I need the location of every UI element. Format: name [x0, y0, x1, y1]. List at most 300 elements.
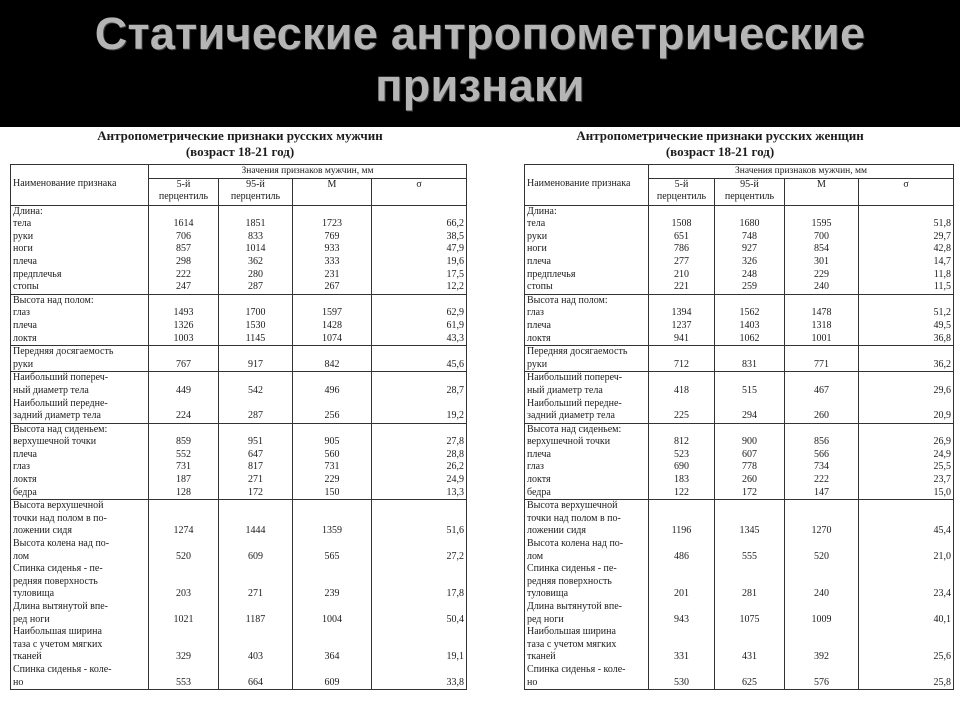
sigma-value-cell — [372, 500, 467, 513]
feature-name-cell: плеча — [11, 449, 149, 462]
table-row — [525, 474, 954, 487]
table-row — [525, 639, 954, 652]
sigma-value-cell: 51,6 — [372, 525, 467, 538]
p95-value-cell — [715, 639, 785, 652]
p95-value-cell — [715, 626, 785, 639]
feature-name-cell: предплечья — [525, 269, 649, 282]
feature-name-cell: бедра — [11, 487, 149, 500]
women-table-title — [480, 128, 960, 160]
p5-value-cell: 128 — [149, 487, 219, 500]
mean-value-cell: 147 — [785, 487, 859, 500]
p95-value-cell: 1062 — [715, 333, 785, 346]
feature-name-cell: Наибольшая ширина — [525, 626, 649, 639]
mean-value-cell: 240 — [785, 588, 859, 601]
values-header: Значения признаков мужчин, мм — [149, 165, 467, 179]
sigma-value-cell: 11,8 — [859, 269, 954, 282]
column-header-p95 — [715, 178, 785, 205]
sigma-value-cell: 13,3 — [372, 487, 467, 500]
table-row — [11, 372, 467, 385]
table-row — [525, 205, 954, 218]
sigma-value-cell — [859, 346, 954, 359]
feature-name-cell: глаз — [525, 307, 649, 320]
p5-value-cell — [149, 398, 219, 411]
feature-name-cell: Длина: — [11, 205, 149, 218]
p5-value-cell: 122 — [649, 487, 715, 500]
mean-value-cell: 333 — [293, 256, 372, 269]
table-row — [525, 243, 954, 256]
mean-value-cell — [293, 626, 372, 639]
mean-value-cell — [293, 601, 372, 614]
column-header-p5-line-2: перцентиль — [158, 190, 209, 202]
table-row — [11, 563, 467, 576]
p95-value-cell: 248 — [715, 269, 785, 282]
mean-value-cell: 560 — [293, 449, 372, 462]
sigma-value-cell: 20,9 — [859, 410, 954, 423]
mean-value-cell — [293, 538, 372, 551]
sigma-value-cell: 25,5 — [859, 461, 954, 474]
column-header-p5 — [649, 178, 715, 205]
p95-value-cell — [715, 372, 785, 385]
table-row — [525, 231, 954, 244]
p95-value-cell: 951 — [219, 436, 293, 449]
sigma-value-cell: 62,9 — [372, 307, 467, 320]
p95-value-cell: 1530 — [219, 320, 293, 333]
p5-value-cell: 690 — [649, 461, 715, 474]
column-header-name: Наименование признака — [11, 178, 149, 205]
feature-name-cell: таза с учетом мягких — [525, 639, 649, 652]
mean-value-cell — [785, 576, 859, 589]
p95-value-cell — [219, 626, 293, 639]
p95-value-cell: 1680 — [715, 218, 785, 231]
p95-value-cell: 647 — [219, 449, 293, 462]
p5-value-cell — [649, 423, 715, 436]
mean-value-cell — [293, 398, 372, 411]
p5-value-cell: 530 — [649, 677, 715, 690]
p5-value-cell: 812 — [649, 436, 715, 449]
table-row — [525, 218, 954, 231]
men-table-panel — [0, 128, 470, 720]
p5-value-cell: 183 — [649, 474, 715, 487]
mean-value-cell — [785, 294, 859, 307]
p5-value-cell: 1196 — [649, 525, 715, 538]
p95-value-cell — [715, 346, 785, 359]
feature-name-cell: Наибольший попереч- — [11, 372, 149, 385]
table-row — [525, 307, 954, 320]
feature-name-cell: плеча — [11, 256, 149, 269]
table-row — [11, 346, 467, 359]
feature-name-cell: верхушечной точки — [11, 436, 149, 449]
values-header: Значения признаков мужчин, мм — [649, 165, 954, 179]
p95-value-cell — [219, 372, 293, 385]
p95-value-cell: 748 — [715, 231, 785, 244]
feature-name-cell: тканей — [525, 651, 649, 664]
column-header-p95 — [219, 178, 293, 205]
feature-name-cell: Наибольший передне- — [11, 398, 149, 411]
men-title-line-1: Антропометрические признаки русских мужчин — [97, 128, 383, 143]
sigma-value-cell — [859, 563, 954, 576]
feature-name-cell: Высота колена над по- — [525, 538, 649, 551]
p95-value-cell: 817 — [219, 461, 293, 474]
table-row — [11, 398, 467, 411]
p95-value-cell: 900 — [715, 436, 785, 449]
sigma-value-cell: 24,9 — [372, 474, 467, 487]
mean-value-cell: 565 — [293, 551, 372, 564]
column-header-row — [11, 178, 467, 205]
p5-value-cell: 553 — [149, 677, 219, 690]
p5-value-cell: 706 — [149, 231, 219, 244]
mean-value-cell: 150 — [293, 487, 372, 500]
sigma-value-cell — [859, 398, 954, 411]
p5-value-cell — [149, 538, 219, 551]
sigma-value-cell — [372, 513, 467, 526]
mean-value-cell: 1270 — [785, 525, 859, 538]
table-row — [525, 551, 954, 564]
p5-value-cell — [149, 563, 219, 576]
p5-value-cell — [649, 346, 715, 359]
mean-value-cell: 700 — [785, 231, 859, 244]
p95-value-cell: 778 — [715, 461, 785, 474]
sigma-value-cell — [859, 639, 954, 652]
table-row — [11, 436, 467, 449]
sigma-value-cell: 19,2 — [372, 410, 467, 423]
p5-value-cell — [149, 205, 219, 218]
mean-value-cell: 1004 — [293, 614, 372, 627]
p95-value-cell: 271 — [219, 474, 293, 487]
column-header-p5 — [149, 178, 219, 205]
table-row — [11, 231, 467, 244]
table-row — [11, 205, 467, 218]
table-row — [11, 281, 467, 294]
mean-value-cell — [785, 500, 859, 513]
table-row — [11, 333, 467, 346]
p95-value-cell: 1145 — [219, 333, 293, 346]
mean-value-cell: 240 — [785, 281, 859, 294]
column-header-mean: M — [293, 178, 372, 205]
sigma-value-cell: 21,0 — [859, 551, 954, 564]
feature-name-cell: локтя — [11, 333, 149, 346]
p95-value-cell: 1075 — [715, 614, 785, 627]
table-row — [525, 576, 954, 589]
sigma-value-cell: 29,7 — [859, 231, 954, 244]
p95-value-cell — [219, 513, 293, 526]
mean-value-cell — [293, 423, 372, 436]
mean-value-cell: 854 — [785, 243, 859, 256]
p95-value-cell — [715, 576, 785, 589]
mean-value-cell — [293, 205, 372, 218]
sigma-value-cell: 29,6 — [859, 385, 954, 398]
p95-value-cell — [219, 398, 293, 411]
p95-value-cell: 1562 — [715, 307, 785, 320]
table-row — [525, 281, 954, 294]
table-row — [11, 626, 467, 639]
feature-name-cell: верхушечной точки — [525, 436, 649, 449]
table-row — [525, 513, 954, 526]
mean-value-cell: 933 — [293, 243, 372, 256]
p95-value-cell: 555 — [715, 551, 785, 564]
feature-name-cell: задний диаметр тела — [525, 410, 649, 423]
mean-value-cell: 520 — [785, 551, 859, 564]
table-row — [11, 551, 467, 564]
p95-value-cell — [219, 500, 293, 513]
table-row — [11, 449, 467, 462]
p95-value-cell — [715, 664, 785, 677]
feature-name-cell: Наибольшая ширина — [11, 626, 149, 639]
p5-value-cell — [649, 664, 715, 677]
sigma-value-cell — [372, 398, 467, 411]
feature-name-cell: Длина: — [525, 205, 649, 218]
table-row — [525, 601, 954, 614]
sigma-value-cell — [859, 513, 954, 526]
table-row — [11, 525, 467, 538]
table-row — [11, 639, 467, 652]
p95-value-cell: 281 — [715, 588, 785, 601]
feature-name-cell: руки — [11, 359, 149, 372]
feature-name-cell: Длина вытянутой впе- — [525, 601, 649, 614]
p5-value-cell — [649, 563, 715, 576]
table-row — [525, 651, 954, 664]
mean-value-cell: 1597 — [293, 307, 372, 320]
sigma-value-cell — [372, 639, 467, 652]
p5-value-cell — [649, 576, 715, 589]
slide-header — [0, 0, 960, 127]
p95-value-cell: 260 — [715, 474, 785, 487]
p5-value-cell: 857 — [149, 243, 219, 256]
table-row — [525, 269, 954, 282]
men-anthropometric-table — [10, 164, 467, 690]
sigma-value-cell: 49,5 — [859, 320, 954, 333]
sigma-value-cell: 66,2 — [372, 218, 467, 231]
sigma-value-cell — [859, 294, 954, 307]
feature-name-cell: Высота над сиденьем: — [11, 423, 149, 436]
table-row — [11, 218, 467, 231]
sigma-value-cell — [372, 563, 467, 576]
mean-value-cell: 731 — [293, 461, 372, 474]
sigma-value-cell: 14,7 — [859, 256, 954, 269]
sigma-value-cell: 36,8 — [859, 333, 954, 346]
p95-value-cell: 607 — [715, 449, 785, 462]
sigma-value-cell — [859, 626, 954, 639]
table-row — [525, 449, 954, 462]
p5-value-cell: 786 — [649, 243, 715, 256]
table-row — [525, 487, 954, 500]
table-row — [525, 500, 954, 513]
p5-value-cell — [149, 500, 219, 513]
p95-value-cell: 1187 — [219, 614, 293, 627]
mean-value-cell — [785, 626, 859, 639]
feature-name-cell: Наибольший передне- — [525, 398, 649, 411]
sigma-value-cell — [859, 664, 954, 677]
mean-value-cell: 229 — [785, 269, 859, 282]
table-row — [525, 320, 954, 333]
feature-name-cell: тканей — [11, 651, 149, 664]
p95-value-cell — [219, 576, 293, 589]
mean-value-cell — [785, 513, 859, 526]
table-row — [11, 294, 467, 307]
column-header-p95-line-2: перцентиль — [724, 190, 775, 202]
p5-value-cell: 298 — [149, 256, 219, 269]
mean-value-cell: 1723 — [293, 218, 372, 231]
table-row — [525, 461, 954, 474]
sigma-value-cell: 26,2 — [372, 461, 467, 474]
mean-value-cell: 496 — [293, 385, 372, 398]
p95-value-cell — [715, 294, 785, 307]
p5-value-cell: 523 — [649, 449, 715, 462]
p95-value-cell — [219, 346, 293, 359]
mean-value-cell — [293, 664, 372, 677]
sigma-value-cell: 11,5 — [859, 281, 954, 294]
sigma-value-cell — [372, 576, 467, 589]
feature-name-cell: задний диаметр тела — [11, 410, 149, 423]
mean-value-cell: 1001 — [785, 333, 859, 346]
table-row — [525, 436, 954, 449]
feature-name-cell: плеча — [525, 320, 649, 333]
p5-value-cell — [149, 601, 219, 614]
p95-value-cell: 917 — [219, 359, 293, 372]
p95-value-cell — [715, 538, 785, 551]
header-row — [11, 165, 467, 179]
column-header-p95-line-2: перцентиль — [230, 190, 281, 202]
feature-name-cell: ложении сидя — [11, 525, 149, 538]
header-cell-empty — [525, 165, 649, 179]
p5-value-cell: 1394 — [649, 307, 715, 320]
feature-name-cell: локтя — [525, 333, 649, 346]
sigma-value-cell: 12,2 — [372, 281, 467, 294]
sigma-value-cell: 47,9 — [372, 243, 467, 256]
mean-value-cell: 1009 — [785, 614, 859, 627]
p5-value-cell — [649, 601, 715, 614]
table-row — [11, 487, 467, 500]
p5-value-cell: 1003 — [149, 333, 219, 346]
mean-value-cell: 609 — [293, 677, 372, 690]
p95-value-cell: 609 — [219, 551, 293, 564]
table-row — [11, 307, 467, 320]
table-row — [11, 614, 467, 627]
mean-value-cell: 222 — [785, 474, 859, 487]
p95-value-cell: 1014 — [219, 243, 293, 256]
feature-name-cell: Высота верхушечной — [11, 500, 149, 513]
women-table-panel — [480, 128, 960, 720]
feature-name-cell: точки над полом в по- — [525, 513, 649, 526]
feature-name-cell: тела — [525, 218, 649, 231]
p5-value-cell: 210 — [649, 269, 715, 282]
feature-name-cell: Длина вытянутой впе- — [11, 601, 149, 614]
slide-title-line-1: Статические антропометрические — [94, 8, 866, 59]
sigma-value-cell: 61,9 — [372, 320, 467, 333]
feature-name-cell: ный диаметр тела — [11, 385, 149, 398]
column-header-mean: M — [785, 178, 859, 205]
feature-name-cell: точки над полом в по- — [11, 513, 149, 526]
p5-value-cell: 1326 — [149, 320, 219, 333]
table-row — [525, 677, 954, 690]
p5-value-cell: 1614 — [149, 218, 219, 231]
table-row — [11, 256, 467, 269]
p5-value-cell: 418 — [649, 385, 715, 398]
p95-value-cell — [715, 423, 785, 436]
feature-name-cell: лом — [525, 551, 649, 564]
p95-value-cell: 280 — [219, 269, 293, 282]
sigma-value-cell: 15,0 — [859, 487, 954, 500]
men-title-line-2: (возраст 18-21 год) — [185, 144, 295, 159]
feature-name-cell: Спинка сиденья - коле- — [525, 664, 649, 677]
p5-value-cell — [649, 639, 715, 652]
mean-value-cell — [293, 576, 372, 589]
feature-name-cell: но — [11, 677, 149, 690]
p95-value-cell: 1403 — [715, 320, 785, 333]
table-row — [11, 474, 467, 487]
table-row — [525, 359, 954, 372]
p5-value-cell: 731 — [149, 461, 219, 474]
mean-value-cell: 256 — [293, 410, 372, 423]
mean-value-cell: 1359 — [293, 525, 372, 538]
table-row — [525, 588, 954, 601]
table-row — [11, 576, 467, 589]
p95-value-cell: 1345 — [715, 525, 785, 538]
sigma-value-cell — [372, 538, 467, 551]
mean-value-cell: 1478 — [785, 307, 859, 320]
mean-value-cell: 576 — [785, 677, 859, 690]
feature-name-cell: стопы — [11, 281, 149, 294]
mean-value-cell — [785, 538, 859, 551]
sigma-value-cell — [859, 601, 954, 614]
p95-value-cell — [219, 601, 293, 614]
feature-name-cell: ноги — [525, 243, 649, 256]
p95-value-cell: 271 — [219, 588, 293, 601]
sigma-value-cell: 27,8 — [372, 436, 467, 449]
sigma-value-cell — [372, 601, 467, 614]
p95-value-cell: 172 — [219, 487, 293, 500]
column-header-row — [525, 178, 954, 205]
sigma-value-cell: 28,8 — [372, 449, 467, 462]
table-row — [11, 664, 467, 677]
p5-value-cell: 1237 — [649, 320, 715, 333]
p5-value-cell — [149, 576, 219, 589]
mean-value-cell — [785, 601, 859, 614]
p5-value-cell: 486 — [649, 551, 715, 564]
p5-value-cell: 651 — [649, 231, 715, 244]
feature-name-cell: Высота колена над по- — [11, 538, 149, 551]
p95-value-cell: 362 — [219, 256, 293, 269]
mean-value-cell — [293, 513, 372, 526]
slide-title — [0, 8, 960, 112]
p95-value-cell: 833 — [219, 231, 293, 244]
feature-name-cell: глаз — [11, 461, 149, 474]
p95-value-cell: 625 — [715, 677, 785, 690]
p5-value-cell: 225 — [649, 410, 715, 423]
p5-value-cell: 247 — [149, 281, 219, 294]
feature-name-cell: стопы — [525, 281, 649, 294]
p95-value-cell: 431 — [715, 651, 785, 664]
column-header-p5-line-1: 5-й — [176, 178, 191, 190]
header-cell-empty — [11, 165, 149, 179]
feature-name-cell: руки — [525, 359, 649, 372]
column-header-p5-line-2: перцентиль — [656, 190, 707, 202]
column-header-p95-line-1: 95-й — [740, 178, 759, 190]
mean-value-cell — [785, 423, 859, 436]
p95-value-cell: 927 — [715, 243, 785, 256]
mean-value-cell — [785, 398, 859, 411]
feature-name-cell: Спинка сиденья - пе- — [11, 563, 149, 576]
mean-value-cell — [293, 500, 372, 513]
table-row — [11, 538, 467, 551]
p95-value-cell: 259 — [715, 281, 785, 294]
p5-value-cell — [149, 664, 219, 677]
p5-value-cell: 221 — [649, 281, 715, 294]
table-row — [11, 385, 467, 398]
men-table-title — [10, 128, 470, 160]
p5-value-cell — [649, 626, 715, 639]
p5-value-cell: 943 — [649, 614, 715, 627]
sigma-value-cell — [859, 538, 954, 551]
